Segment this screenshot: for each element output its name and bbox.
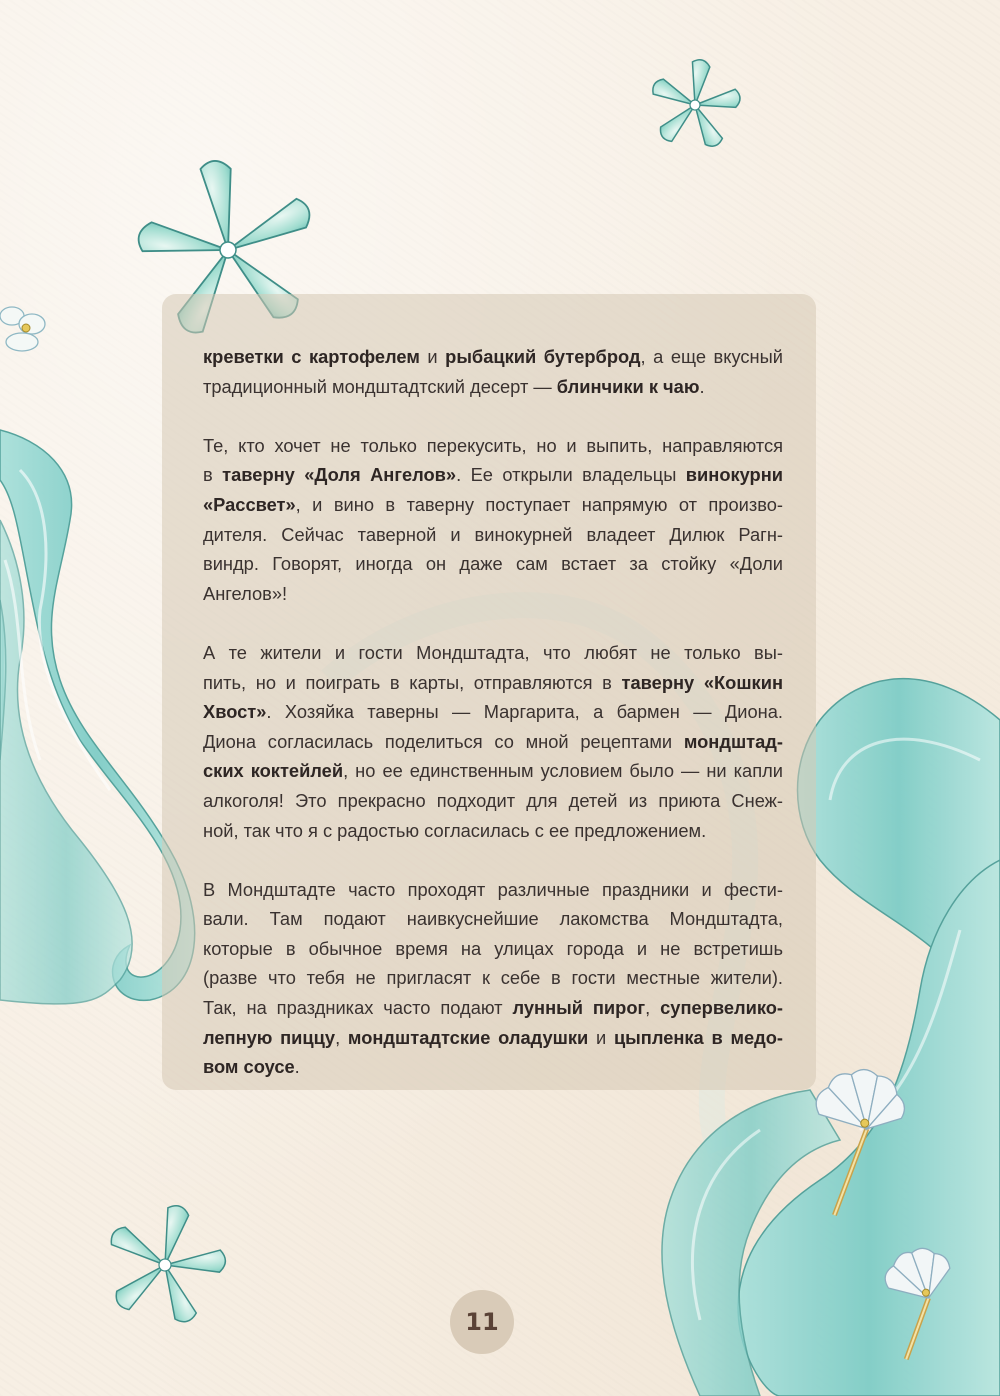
text-line [203,460,783,490]
highlighted-term: Хвост» [203,701,267,723]
text-run: . [294,1056,300,1078]
text-line [203,697,783,727]
text-line [203,756,783,786]
text-run: алкоголя! Это прекрасно подходит для детей из приюта Снеж- [203,789,783,811]
text-run: которые в обычное время на улицах города и не встретишь [203,937,783,959]
text-run: . [699,375,705,397]
text-run: . Ее открыли владельцы [456,464,686,486]
text-run: Так, на праздниках часто подают [203,997,513,1019]
highlighted-term: «Рассвет» [203,493,296,515]
paragraph [203,342,783,401]
text-line [203,668,783,698]
paragraph [203,431,783,609]
text-line [203,786,783,816]
text-run: Ангелов»! [203,582,288,604]
text-line [203,875,783,905]
page-number-badge [450,1290,514,1354]
highlighted-term: блинчики к чаю [556,375,700,397]
text-line [203,342,783,372]
highlighted-term: лунный пирог [512,997,646,1019]
highlighted-term: таверну «Доля Ангелов» [222,464,457,486]
highlighted-term: мондштад- [683,730,783,752]
pinwheel-flower-top-right [642,52,748,155]
text-run: , [335,1026,348,1048]
text-line [203,638,783,668]
highlighted-term: ских коктейлей [203,760,344,782]
text-line [203,372,783,402]
text-line [203,549,783,579]
text-run: , но ее единственным условием было — ни капли [343,760,783,782]
highlighted-term: лепную пиццу [203,1026,336,1048]
text-line [203,727,783,757]
highlighted-term: супервелико- [660,997,783,1019]
text-run: . Хозяйка таверны — Маргарита, а бармен — Диона. [266,701,783,723]
page-number: 11 [465,1308,499,1336]
text-run: В Мондштадте часто проходят различные праздники и фести- [203,878,783,900]
text-run: и [588,1026,614,1048]
pinwheel-flower-bottom-left [91,1191,239,1335]
text-run: виндр. Говорят, иногда он даже сам встает за стойку «Доли [203,553,783,575]
text-run: дителя. Сейчас таверной и винокурней владеет Дилюк Рагн- [203,523,783,545]
text-line [203,1052,783,1082]
text-line [203,1023,783,1053]
text-line [203,520,783,550]
text-run: Диона согласилась поделиться со мной рецептами [203,730,684,752]
text-run: (разве что тебя не пригласят к себе в гости местные жители). [203,967,783,989]
text-run: Те, кто хочет не только перекусить, но и выпить, направляются [203,434,783,456]
article-text [203,342,783,1111]
highlighted-term: креветки с картофелем [203,346,420,367]
text-run: А те жители и гости Мондштадта, что любят не только вы- [203,641,783,663]
text-run: пить, но и поиграть в карты, отправляются в [203,671,622,693]
text-line [203,816,783,846]
text-line [203,963,783,993]
text-line [203,904,783,934]
text-line [203,431,783,461]
fan-blossom-left [0,307,45,351]
highlighted-term: вом соусе [203,1056,295,1078]
text-run: , [645,997,661,1019]
highlighted-term: рыбацкий бутерброд [445,346,641,367]
text-line [203,490,783,520]
text-line [203,579,783,609]
highlighted-term: мондштадтские оладушки [347,1026,589,1048]
text-run: традиционный мондштадтский десерт — [203,375,557,397]
text-run: ной, так что я с радостью согласилась с ее предложением. [203,819,707,841]
highlighted-term: винокурни [685,464,784,486]
paragraph [203,638,783,845]
text-run: и [419,346,446,367]
text-run: , и вино в таверну поступает напрямую от произво- [295,493,783,515]
text-line [203,934,783,964]
highlighted-term: цыпленка в медо- [613,1026,783,1048]
paragraph [203,875,783,1082]
text-run: , а еще вкусный [640,346,783,367]
text-line [203,993,783,1023]
text-run: в [203,464,223,486]
highlighted-term: таверну «Кошкин [621,671,783,693]
text-run: вали. Там подают наивкуснейшие лакомства Мондштадта, [203,908,783,930]
